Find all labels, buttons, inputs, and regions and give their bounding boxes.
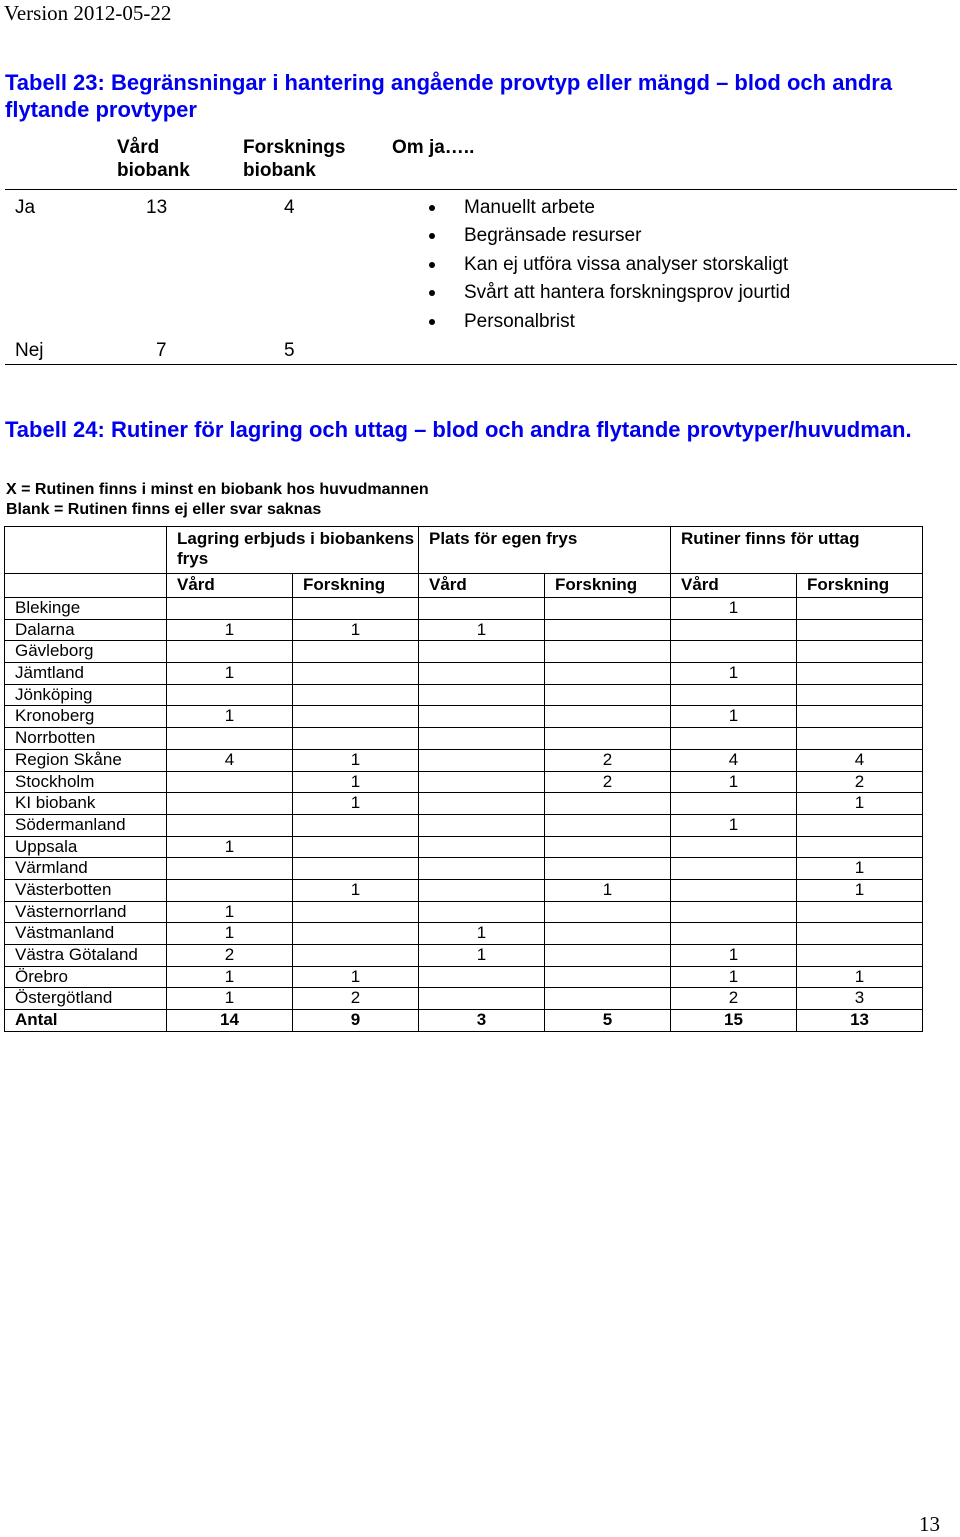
table24-value-cell bbox=[545, 728, 671, 750]
table24-value-cell bbox=[545, 836, 671, 858]
table23-bottom-rule bbox=[5, 364, 957, 365]
table24-value-cell bbox=[419, 771, 545, 793]
table-row bbox=[5, 945, 923, 967]
table24-value-cell: 1 bbox=[671, 706, 797, 728]
table24-value-cell: 1 bbox=[419, 945, 545, 967]
table24-value-cell: 2 bbox=[797, 771, 923, 793]
table24-value-cell bbox=[419, 988, 545, 1010]
table23-col-forskning bbox=[243, 136, 345, 182]
reason-text: Begränsade resurser bbox=[464, 225, 642, 247]
table24-value-cell bbox=[545, 641, 671, 663]
table23-row-nej-vard: 7 bbox=[156, 340, 167, 361]
table24-value-cell bbox=[671, 619, 797, 641]
table24-value-cell bbox=[419, 663, 545, 685]
table24-title: Tabell 24: Rutiner för lagring och uttag – blod och andra flytande provtyper/huvudman. bbox=[5, 417, 912, 442]
list-item bbox=[425, 224, 790, 252]
table24-value-cell: 1 bbox=[293, 619, 419, 641]
table24-note-blank: Blank = Rutinen finns ej eller svar saknas bbox=[6, 501, 322, 518]
table24-value-cell: 1 bbox=[671, 945, 797, 967]
table24 bbox=[4, 526, 923, 1032]
table24-value-cell: 2 bbox=[545, 771, 671, 793]
table24-subheader-vard: Vård bbox=[419, 574, 545, 598]
table24-region-cell: Västerbotten bbox=[5, 879, 167, 901]
table24-value-cell bbox=[671, 879, 797, 901]
table24-region-cell: Södermanland bbox=[5, 814, 167, 836]
table24-value-cell bbox=[545, 663, 671, 685]
table24-value-cell bbox=[419, 684, 545, 706]
table24-region-cell: Jämtland bbox=[5, 663, 167, 685]
table24-value-cell: 3 bbox=[797, 988, 923, 1010]
table24-value-cell: 1 bbox=[293, 771, 419, 793]
table24-group-uttag: Rutiner finns för uttag bbox=[671, 527, 923, 574]
table24-note-x: X = Rutinen finns i minst en biobank hos huvudmannen bbox=[6, 481, 429, 498]
table24-value-cell: 1 bbox=[167, 663, 293, 685]
table24-value-cell bbox=[545, 793, 671, 815]
table-row bbox=[5, 901, 923, 923]
table24-region-cell: Västernorrland bbox=[5, 901, 167, 923]
table24-value-cell bbox=[797, 663, 923, 685]
table24-region-cell: Antal bbox=[5, 1010, 167, 1032]
table24-value-cell bbox=[293, 641, 419, 663]
table23-col-vard bbox=[117, 136, 190, 182]
table23-reasons-list bbox=[425, 196, 790, 338]
table24-value-cell: 1 bbox=[167, 901, 293, 923]
table24-subheader-row bbox=[5, 574, 923, 598]
bullet-icon bbox=[429, 262, 435, 268]
table24-value-cell: 1 bbox=[167, 988, 293, 1010]
table24-region-cell: Kronoberg bbox=[5, 706, 167, 728]
table24-value-cell bbox=[545, 988, 671, 1010]
table23-row-ja-label: Ja bbox=[15, 197, 36, 218]
table24-value-cell: 1 bbox=[167, 706, 293, 728]
table24-value-cell bbox=[419, 641, 545, 663]
table24-value-cell: 2 bbox=[671, 988, 797, 1010]
table24-value-cell bbox=[419, 706, 545, 728]
table24-value-cell bbox=[293, 663, 419, 685]
table-row bbox=[5, 814, 923, 836]
table24-subheader-blank bbox=[5, 574, 167, 598]
table24-value-cell: 1 bbox=[419, 619, 545, 641]
table-row bbox=[5, 684, 923, 706]
table24-value-cell bbox=[797, 901, 923, 923]
table24-value-cell bbox=[797, 814, 923, 836]
table-row bbox=[5, 771, 923, 793]
table24-value-cell bbox=[293, 684, 419, 706]
table24-value-cell: 5 bbox=[545, 1010, 671, 1032]
table24-value-cell bbox=[167, 793, 293, 815]
table23-col-forskning-line2: biobank bbox=[243, 160, 316, 181]
table24-value-cell: 15 bbox=[671, 1010, 797, 1032]
table24-value-cell: 14 bbox=[167, 1010, 293, 1032]
table24-region-cell: Stockholm bbox=[5, 771, 167, 793]
table-row bbox=[5, 619, 923, 641]
table23-row-ja-forskning: 4 bbox=[284, 197, 295, 218]
page-number: 13 bbox=[919, 1512, 940, 1536]
table24-region-cell: Dalarna bbox=[5, 619, 167, 641]
table24-region-cell: Jönköping bbox=[5, 684, 167, 706]
table24-value-cell bbox=[797, 619, 923, 641]
table24-value-cell bbox=[671, 641, 797, 663]
table24-value-cell: 4 bbox=[671, 749, 797, 771]
table24-value-cell: 1 bbox=[293, 966, 419, 988]
table-row bbox=[5, 728, 923, 750]
table24-value-cell: 3 bbox=[419, 1010, 545, 1032]
table24-region-cell: Värmland bbox=[5, 858, 167, 880]
table-row bbox=[5, 793, 923, 815]
table24-value-cell: 1 bbox=[167, 836, 293, 858]
table24-value-cell bbox=[671, 793, 797, 815]
table24-corner-cell bbox=[5, 527, 167, 574]
table24-region-cell: Östergötland bbox=[5, 988, 167, 1010]
table24-value-cell bbox=[167, 879, 293, 901]
table24-value-cell bbox=[797, 945, 923, 967]
table-row bbox=[5, 598, 923, 620]
table24-region-cell: Norrbotten bbox=[5, 728, 167, 750]
table24-value-cell bbox=[167, 684, 293, 706]
table24-value-cell bbox=[419, 749, 545, 771]
table-row bbox=[5, 663, 923, 685]
table24-value-cell bbox=[671, 858, 797, 880]
table24-value-cell bbox=[671, 836, 797, 858]
table-row bbox=[5, 641, 923, 663]
table24-subheader-forskning: Forskning bbox=[293, 574, 419, 598]
table24-value-cell bbox=[419, 901, 545, 923]
table24-value-cell bbox=[797, 684, 923, 706]
table24-value-cell: 4 bbox=[797, 749, 923, 771]
table24-value-cell: 1 bbox=[293, 793, 419, 815]
table24-value-cell: 1 bbox=[545, 879, 671, 901]
table23-title: Tabell 23: Begränsningar i hantering angående provtyp eller mängd – blod och andra flytande provtyper bbox=[5, 70, 893, 122]
list-item bbox=[425, 310, 790, 338]
table24-value-cell: 1 bbox=[671, 598, 797, 620]
table23-row-nej-forskning: 5 bbox=[284, 340, 295, 361]
table24-value-cell bbox=[671, 901, 797, 923]
table24-value-cell bbox=[419, 814, 545, 836]
reason-text: Svårt att hantera forskningsprov jourtid bbox=[464, 282, 791, 304]
table24-region-cell: Gävleborg bbox=[5, 641, 167, 663]
bullet-icon bbox=[429, 319, 435, 325]
table24-value-cell bbox=[419, 598, 545, 620]
table24-subheader-vard: Vård bbox=[167, 574, 293, 598]
list-item bbox=[425, 281, 790, 309]
table24-value-cell: 1 bbox=[167, 619, 293, 641]
list-item bbox=[425, 196, 790, 224]
table23-col-vard-line1: Vård bbox=[117, 137, 160, 158]
table24-value-cell bbox=[167, 814, 293, 836]
table24-value-cell bbox=[293, 728, 419, 750]
table24-value-cell bbox=[293, 945, 419, 967]
table23-col-omja: Om ja….. bbox=[392, 137, 475, 158]
table24-value-cell bbox=[671, 684, 797, 706]
table24-value-cell bbox=[545, 814, 671, 836]
table23-row-nej-label: Nej bbox=[15, 340, 44, 361]
table23-col-vard-line2: biobank bbox=[117, 160, 190, 181]
table24-value-cell: 1 bbox=[797, 793, 923, 815]
table24-subheader-forskning: Forskning bbox=[545, 574, 671, 598]
table24-value-cell bbox=[545, 966, 671, 988]
table24-value-cell: 1 bbox=[293, 879, 419, 901]
table24-value-cell bbox=[293, 901, 419, 923]
table24-value-cell bbox=[797, 923, 923, 945]
table24-value-cell: 1 bbox=[671, 966, 797, 988]
table24-value-cell bbox=[293, 836, 419, 858]
reason-text: Manuellt arbete bbox=[464, 197, 595, 218]
table24-region-cell: Västmanland bbox=[5, 923, 167, 945]
bullet-icon bbox=[429, 205, 435, 211]
table24-value-cell: 1 bbox=[167, 923, 293, 945]
table24-region-cell: Blekinge bbox=[5, 598, 167, 620]
table24-value-cell bbox=[671, 728, 797, 750]
table24-value-cell bbox=[545, 619, 671, 641]
table24-value-cell bbox=[545, 684, 671, 706]
table24-region-cell: Örebro bbox=[5, 966, 167, 988]
table24-value-cell: 1 bbox=[797, 879, 923, 901]
table24-value-cell: 1 bbox=[797, 966, 923, 988]
table24-value-cell: 2 bbox=[167, 945, 293, 967]
table24-value-cell bbox=[545, 598, 671, 620]
table24-value-cell bbox=[671, 923, 797, 945]
table24-value-cell bbox=[167, 598, 293, 620]
table24-region-cell: Region Skåne bbox=[5, 749, 167, 771]
table24-value-cell bbox=[419, 966, 545, 988]
reason-text: Kan ej utföra vissa analyser storskaligt bbox=[464, 253, 789, 275]
table24-value-cell: 1 bbox=[671, 814, 797, 836]
table24-group-header-row bbox=[5, 527, 923, 574]
table24-value-cell bbox=[167, 728, 293, 750]
table-row bbox=[5, 923, 923, 945]
table24-value-cell bbox=[797, 706, 923, 728]
table24-value-cell: 2 bbox=[293, 988, 419, 1010]
table-row bbox=[5, 858, 923, 880]
table24-value-cell: 1 bbox=[797, 858, 923, 880]
table24-value-cell bbox=[797, 598, 923, 620]
table24-region-cell: KI biobank bbox=[5, 793, 167, 815]
table24-value-cell: 9 bbox=[293, 1010, 419, 1032]
bullet-icon bbox=[429, 290, 435, 296]
table-row bbox=[5, 706, 923, 728]
table24-subheader-vard: Vård bbox=[671, 574, 797, 598]
table24-value-cell bbox=[797, 641, 923, 663]
table24-value-cell: 13 bbox=[797, 1010, 923, 1032]
table24-value-cell: 1 bbox=[671, 663, 797, 685]
table24-value-cell bbox=[293, 923, 419, 945]
table24-value-cell bbox=[419, 836, 545, 858]
table24-value-cell bbox=[293, 858, 419, 880]
table-row bbox=[5, 749, 923, 771]
table24-subheader-forskning: Forskning bbox=[797, 574, 923, 598]
table24-value-cell bbox=[545, 901, 671, 923]
table24-value-cell bbox=[545, 858, 671, 880]
table24-value-cell: 1 bbox=[167, 966, 293, 988]
table24-value-cell: 2 bbox=[545, 749, 671, 771]
table24-value-cell bbox=[797, 728, 923, 750]
table24-value-cell bbox=[545, 706, 671, 728]
reason-text: Personalbrist bbox=[464, 310, 575, 332]
table24-group-lagring: Lagring erbjuds i biobankens frys bbox=[167, 527, 419, 574]
table24-value-cell bbox=[545, 945, 671, 967]
table-row bbox=[5, 879, 923, 901]
table24-value-cell bbox=[419, 793, 545, 815]
table24-value-cell bbox=[293, 706, 419, 728]
list-item bbox=[425, 253, 790, 281]
table24-total-row bbox=[5, 1010, 923, 1032]
table24-value-cell bbox=[167, 641, 293, 663]
table24-value-cell: 4 bbox=[167, 749, 293, 771]
table-row bbox=[5, 988, 923, 1010]
table24-value-cell bbox=[167, 771, 293, 793]
table24-value-cell: 1 bbox=[419, 923, 545, 945]
table-row bbox=[5, 836, 923, 858]
version-label: Version 2012-05-22 bbox=[4, 1, 172, 25]
table24-region-cell: Uppsala bbox=[5, 836, 167, 858]
table24-value-cell bbox=[797, 836, 923, 858]
table24-value-cell bbox=[419, 879, 545, 901]
table24-value-cell: 1 bbox=[671, 771, 797, 793]
table23-header-rule bbox=[5, 189, 957, 190]
table24-region-cell: Västra Götaland bbox=[5, 945, 167, 967]
table23-row-ja-vard: 13 bbox=[146, 197, 168, 218]
table24-value-cell bbox=[545, 923, 671, 945]
table24-value-cell bbox=[419, 858, 545, 880]
table24-value-cell: 1 bbox=[293, 749, 419, 771]
table23-col-forskning-line1: Forsknings bbox=[243, 137, 346, 158]
table-row bbox=[5, 966, 923, 988]
table24-value-cell bbox=[293, 814, 419, 836]
table24-value-cell bbox=[419, 728, 545, 750]
table24-value-cell bbox=[293, 598, 419, 620]
table24-group-plats: Plats för egen frys bbox=[419, 527, 671, 574]
table24-value-cell bbox=[167, 858, 293, 880]
bullet-icon bbox=[429, 233, 435, 239]
